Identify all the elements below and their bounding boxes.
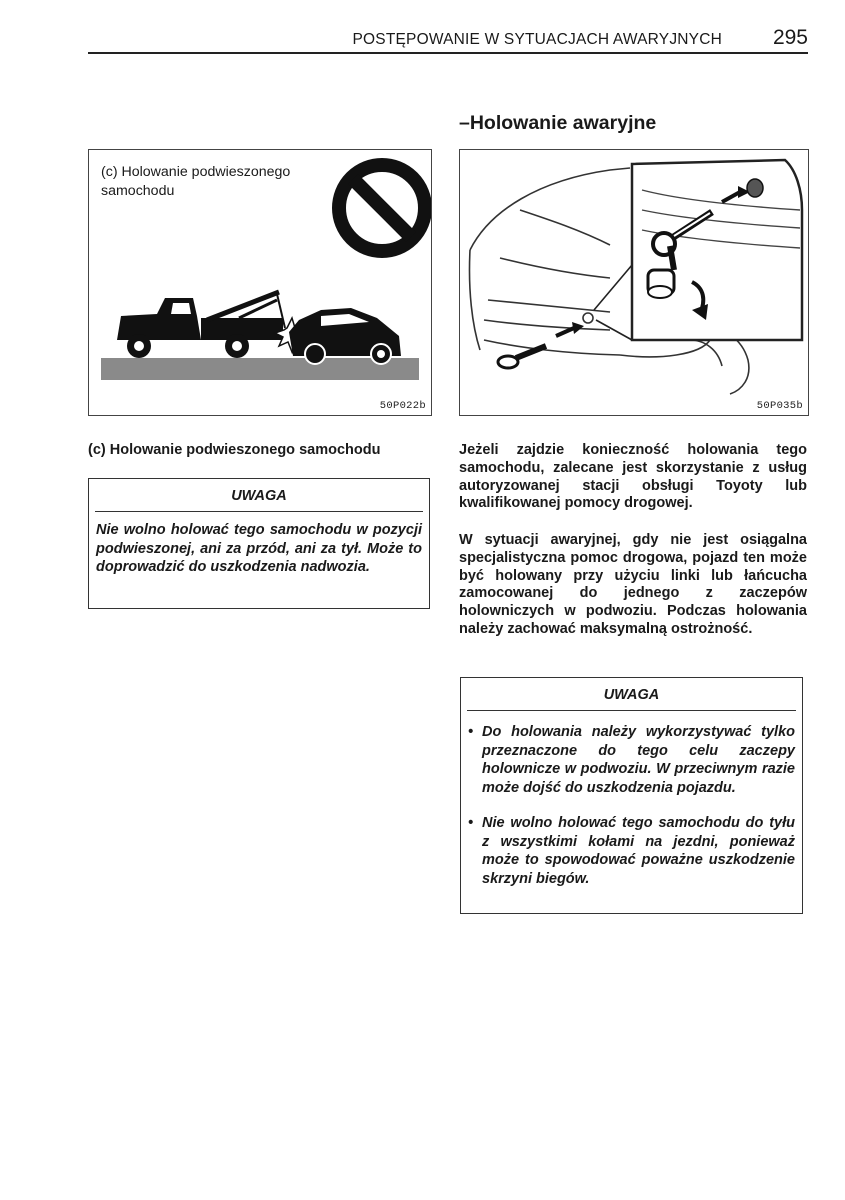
figure-label: (c) Holowanie podwieszonego samochodu <box>101 164 291 199</box>
page-header <box>88 26 808 54</box>
warning-item-text: Do holowania należy wykorzystywać tylko przeznaczone do tego celu zaczepy holownicze w podwoziu. W przeciwnym razie może dojść do uszkodzenia pojazdu. <box>482 724 795 796</box>
emergency-towing-illustration <box>460 150 808 415</box>
figure-caption: (c) Holowanie podwieszonego samochodu <box>88 442 381 458</box>
warning-title: UWAGA <box>467 678 796 711</box>
warning-list-container <box>461 711 802 898</box>
intro-paragraph: Jeżeli zajdzie konieczność holowania tego samochodu, zalecane jest skorzystanie z usług autoryzowanej stacji obsługi Toyoty lub kwalifikowanej pomocy drogowej. <box>459 442 807 512</box>
warning-list-item <box>468 814 795 888</box>
bullet-icon: • <box>468 815 474 831</box>
warning-title: UWAGA <box>95 479 423 512</box>
warning-list <box>468 723 795 888</box>
road-surface <box>101 358 419 380</box>
prohibition-icon <box>339 165 425 251</box>
emergency-paragraph: W sytuacji awaryjnej, gdy nie jest osiągalna specjalistyczna pomoc drogowa, pojazd ten może być holowany przy użyciu linki lub łańcucha zamocowanej do jednego z zaczepów holowniczych w podwoziu. Podczas holowania należy zachować maksymalną ostrożność. <box>459 532 807 637</box>
bullet-icon: • <box>468 724 474 740</box>
warning-box-left <box>88 478 430 609</box>
figure-suspended-towing <box>88 149 432 416</box>
warning-list-item <box>468 723 795 797</box>
figure-code: 50P035b <box>756 400 803 412</box>
section-heading: –Holowanie awaryjne <box>459 112 657 134</box>
warning-item-text: Nie wolno holować tego samochodu do tyłu z wszystkimi kołami na jezdni, ponieważ może to spowodować poważne uszkodzenie skrzyni biegów. <box>482 815 795 887</box>
tow-truck-icon <box>117 292 285 358</box>
suspended-towing-illustration <box>89 150 431 415</box>
header-title: POSTĘPOWANIE W SYTUACJACH AWARYJNYCH <box>352 31 722 48</box>
warning-text: Nie wolno holować tego samochodu w pozycji podwieszonej, ani za przód, ani za tył. Może to doprowadzić do uszkodzenia nadwozia. <box>96 522 422 575</box>
figure-emergency-towing <box>459 149 809 416</box>
page-number: 295 <box>772 26 808 49</box>
warning-box-right <box>460 677 803 914</box>
figure-code: 50P022b <box>379 400 426 412</box>
towed-car-icon <box>289 308 401 364</box>
